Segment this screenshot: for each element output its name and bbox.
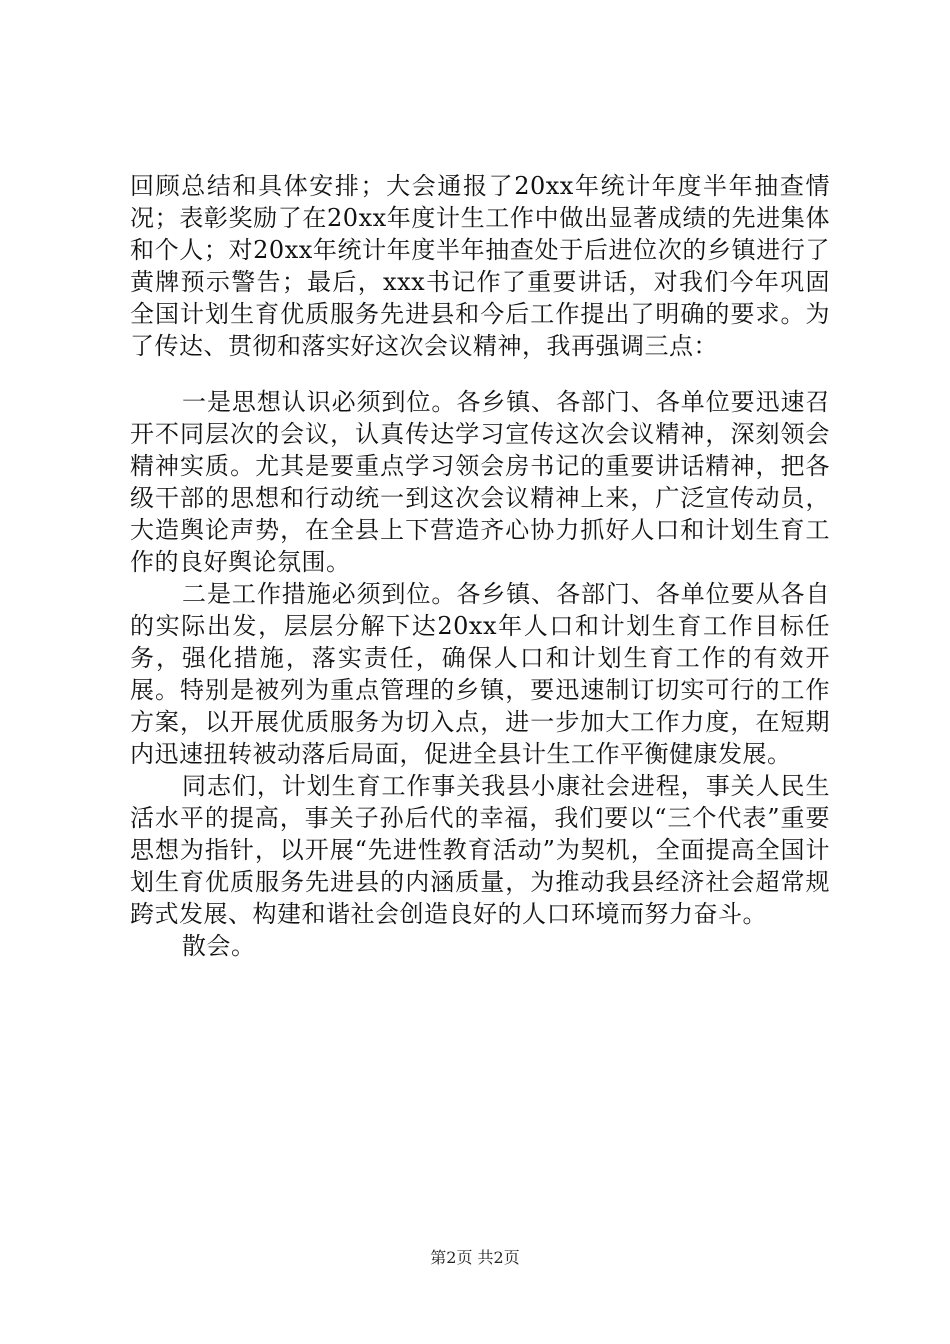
page-number-footer: 第2页 共2页 bbox=[430, 1248, 520, 1267]
paragraph-spacer bbox=[130, 362, 830, 386]
paragraph-intro-continuation: 回顾总结和具体安排；大会通报了20xx年统计年度半年抽查情况；表彰奖励了在20xx年度计生工作中做出显著成绩的先进集体和个人；对20xx年统计年度半年抽查处于后进位次的乡镇进行了黄牌预示警告；最后，xxx书记作了重要讲话，对我们今年巩固全国计划生育优质服务先进县和今后工作提出了明确的要求。为了传达、贯彻和落实好这次会议精神，我再强调三点： bbox=[130, 172, 830, 360]
paragraph-adjourn: 散会。 bbox=[182, 932, 256, 960]
paragraph-point-one: 一是思想认识必须到位。各乡镇、各部门、各单位要迅速召开不同层次的会议，认真传达学习宣传这次会议精神，深刻领会精神实质。尤其是要重点学习领会房书记的重要讲话精神，把各级干部的思想和行动统一到这次会议精神上来，广泛宣传动员，大造舆论声势，在全县上下营造齐心协力抓好人口和计划生育工作的良好舆论氛围。 bbox=[130, 388, 830, 576]
paragraph-point-two: 二是工作措施必须到位。各乡镇、各部门、各单位要从各自的实际出发，层层分解下达20xx年人口和计划生育工作目标任务，强化措施，落实责任，确保人口和计划生育工作的有效开展。特别是被列为重点管理的乡镇，要迅速制订切实可行的工作方案，以开展优质服务为切入点，进一步加大工作力度，在短期内迅速扭转被动落后局面，促进全县计生工作平衡健康发展。 bbox=[130, 580, 830, 768]
document-body bbox=[130, 170, 830, 962]
paragraph-closing-remarks: 同志们，计划生育工作事关我县小康社会进程，事关人民生活水平的提高，事关子孙后代的幸福，我们要以“三个代表”重要思想为指针，以开展“先进性教育活动”为契机，全面提高全国计划生育优质服务先进县的内涵质量，为推动我县经济社会超常规跨式发展、构建和谐社会创造良好的人口环境而努力奋斗。 bbox=[130, 772, 830, 928]
